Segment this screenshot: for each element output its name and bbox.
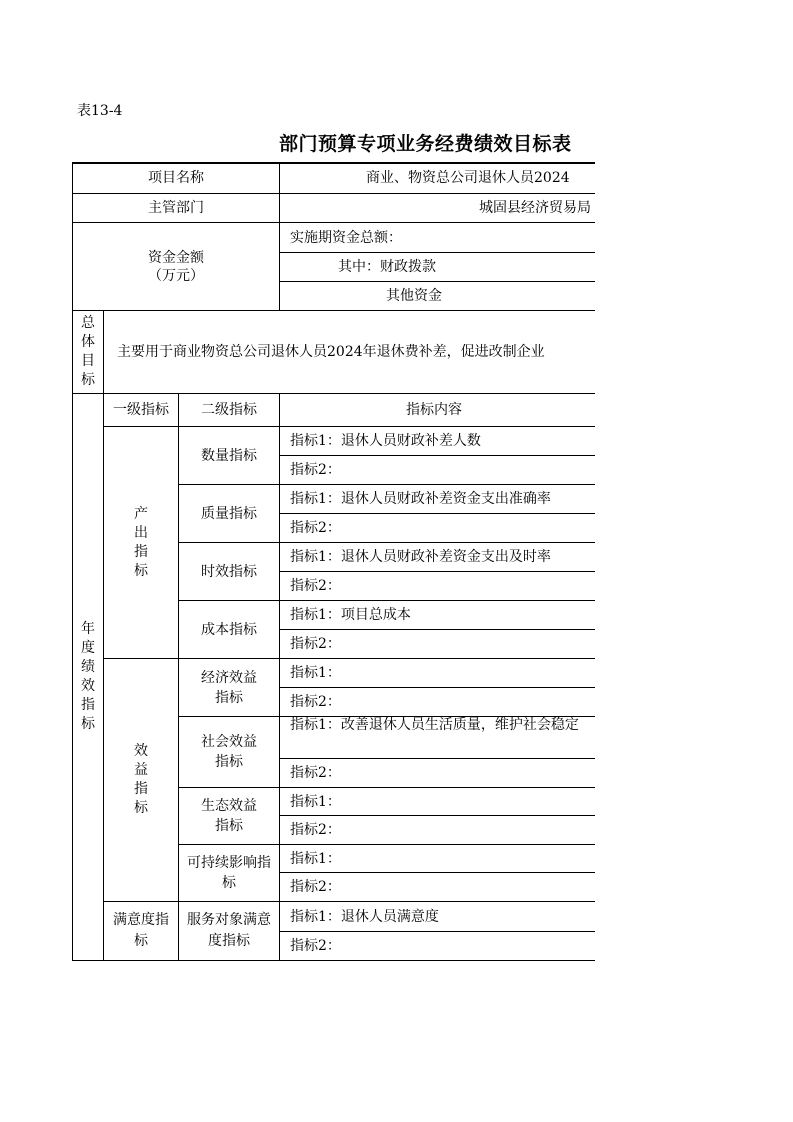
document-title: 部门预算专项业务经费绩效目标表 (279, 133, 572, 155)
level1-benefit-text: 效益指标 (134, 743, 148, 816)
level2-quantity: 数量指标 (178, 426, 279, 484)
level1-output-text: 产出指标 (134, 505, 148, 579)
indicator-row: 指标1：退休人员财政补差资金支出及时率 (279, 542, 595, 571)
indicator-row: 指标2： (279, 629, 595, 658)
indicator-row: 指标2： (279, 815, 595, 844)
overall-target-text: 主要用于商业物资总公司退休人员2024年退休费补差，促进改制企业 (103, 310, 595, 393)
indicator-row: 指标1： (279, 658, 595, 687)
level2-social: 社会效益指标 (178, 716, 279, 787)
overall-target-label (72, 310, 103, 393)
table-top-border (72, 162, 595, 164)
fund-other-label: 其他资金 (279, 281, 595, 310)
fund-amount-label-line1: 资金金额 (148, 249, 204, 266)
fund-amount-label-line2: （万元） (148, 267, 204, 284)
performance-target-table (72, 162, 595, 962)
indicator-row: 指标1： (279, 787, 595, 815)
indicator-row: 指标2： (279, 455, 595, 484)
level2-economic: 经济效益指标 (178, 658, 279, 716)
indicator-row: 指标1： (279, 844, 595, 872)
annual-indicator-label-text: 年度绩效指标 (81, 621, 95, 732)
annual-indicator-label (72, 393, 103, 961)
indicator-row: 指标2： (279, 571, 595, 600)
level2-quality: 质量指标 (178, 484, 279, 542)
level1-satisfaction: 满意度指标 (103, 901, 178, 961)
dept-value: 城固县经济贸易局 (279, 193, 595, 222)
level2-service-satisfaction: 服务对象满意度指标 (178, 901, 279, 961)
indicator-row: 指标1：退休人员财政补差资金支出准确率 (279, 484, 595, 513)
project-name-label: 项目名称 (72, 162, 279, 193)
indicator-row: 指标1：退休人员财政补差人数 (279, 426, 595, 455)
level1-benefit (103, 658, 178, 901)
indicator-row: 指标2： (279, 758, 595, 787)
level2-timeliness: 时效指标 (178, 542, 279, 600)
indicator-row: 指标2： (279, 872, 595, 901)
fund-total-label: 实施期资金总额： (279, 222, 595, 252)
level2-sustainable: 可持续影响指标 (178, 844, 279, 901)
indicator-row: 指标1：退休人员满意度 (279, 901, 595, 931)
indicator-row: 指标2： (279, 931, 595, 961)
level2-cost: 成本指标 (178, 600, 279, 658)
column-level2-header: 二级指标 (178, 393, 279, 426)
level1-output (103, 426, 178, 658)
indicator-row: 指标1：项目总成本 (279, 600, 595, 629)
fund-fiscal-label: 其中：财政拨款 (279, 252, 595, 281)
fund-amount-label (72, 222, 279, 310)
indicator-row: 指标2： (279, 687, 595, 716)
indicator-row: 指标2： (279, 513, 595, 542)
dept-label: 主管部门 (72, 193, 279, 222)
overall-target-label-text: 总体目标 (81, 315, 95, 388)
indicator-row: 指标1：改善退休人员生活质量，维护社会稳定 (279, 716, 595, 758)
level2-ecological: 生态效益指标 (178, 787, 279, 844)
column-content-header: 指标内容 (279, 393, 595, 426)
column-level1-header: 一级指标 (103, 393, 178, 426)
table-code: 表13-4 (77, 103, 123, 119)
project-name-value: 商业、物资总公司退休人员2024 (279, 162, 595, 193)
